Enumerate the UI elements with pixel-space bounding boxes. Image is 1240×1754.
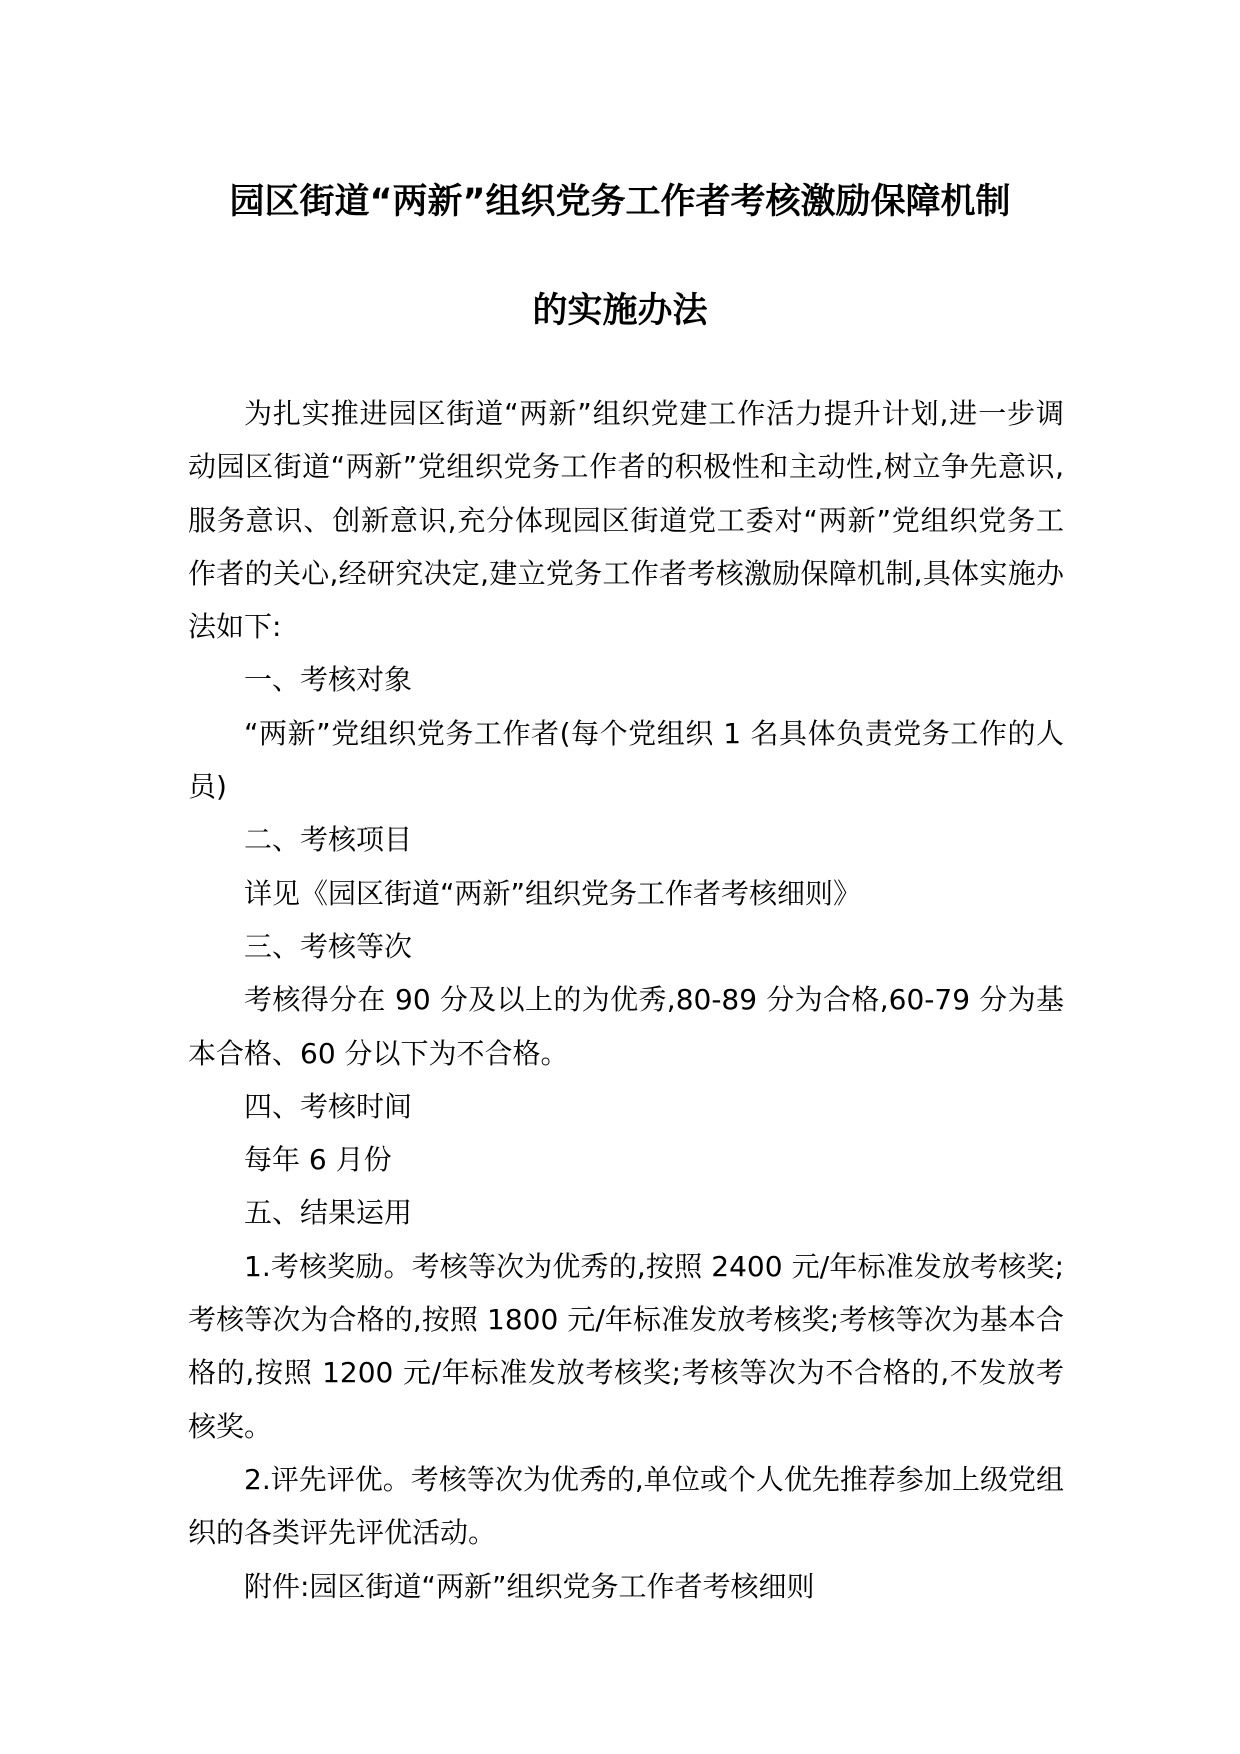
result-evaluation-paragraph: 2.评先评优。考核等次为优秀的,单位或个人优先推荐参加上级党组织的各类评先评优活动。: [188, 1462, 1064, 1550]
assessment-items-paragraph: 详见《园区街道“两新”组织党务工作者考核细则》: [244, 876, 862, 910]
section-heading-assessment-grades: 三、考核等次: [244, 929, 413, 963]
document-title-line-2: 的实施办法: [532, 291, 708, 331]
section-heading-assessment-target: 一、考核对象: [244, 663, 413, 697]
intro-paragraph: 为扎实推进园区街道“两新”组织党建工作活力提升计划,进一步调动园区街道“两新”党组织党务工作者的积极性和主动性,树立争先意识,服务意识、创新意识,充分体现园区街道党工委对“两新”党组织党务工作者的关心,经研究决定,建立党务工作者考核激励保障机制,具体实施办法如下:: [188, 397, 1064, 644]
section-heading-result-application: 五、结果运用: [244, 1196, 413, 1230]
result-reward-paragraph: 1.考核奖励。考核等次为优秀的,按照 2400 元/年标准发放考核奖;考核等次为合格的,按照 1800 元/年标准发放考核奖;考核等次为基本合格的,按照 1200 元/年标准发放考核奖;考核等次为不合格的,不发放考核奖。: [188, 1249, 1064, 1443]
section-heading-assessment-time: 四、考核时间: [244, 1089, 413, 1123]
document-body: [188, 387, 1064, 1613]
assessment-grades-paragraph: 考核得分在 90 分及以上的为优秀,80-89 分为合格,60-79 分为基本合格、60 分以下为不合格。: [188, 983, 1064, 1070]
assessment-time-paragraph: 每年 6 月份: [244, 1143, 392, 1177]
assessment-target-paragraph: “两新”党组织党务工作者(每个党组织 1 名具体负责党务工作的人员): [188, 716, 1064, 804]
section-heading-assessment-items: 二、考核项目: [244, 823, 413, 857]
document-title-line-1: 园区街道“两新”组织党务工作者考核激励保障机制: [229, 182, 1011, 222]
attachment-paragraph: 附件:园区街道“两新”组织党务工作者考核细则: [244, 1569, 815, 1603]
